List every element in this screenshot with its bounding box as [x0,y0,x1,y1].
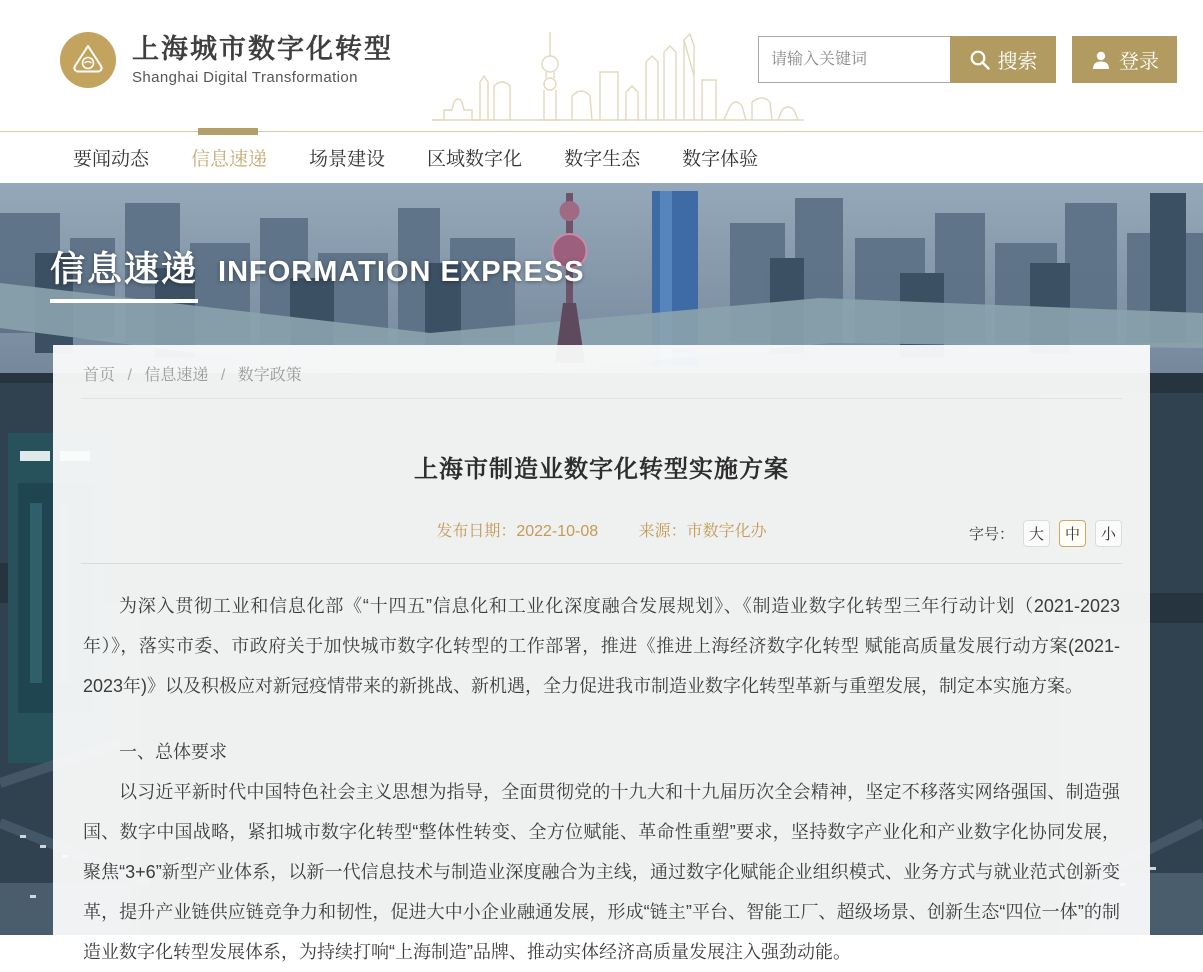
search-button[interactable] [950,36,1056,83]
article-section-heading: 一、总体要求 [119,742,227,762]
font-size-label: 字号： [968,526,1014,543]
breadcrumb-current: 数字政策 [237,367,302,384]
nav-item-xinxisudi[interactable]: 信息速递 [191,149,268,170]
font-size-widget [969,520,1122,547]
active-tab-marker [198,128,258,135]
logo-emblem-icon [60,32,116,88]
login-button-label: 登录 [1119,51,1159,73]
site-subtitle: Shanghai Digital Transformation [132,69,358,86]
site-title: 上海城市数字化转型 [132,34,393,64]
article-body [53,564,1150,972]
banner-heading [50,242,585,303]
article-paragraph: 为深入贯彻工业和信息化部《“十四五”信息化和工业化深度融合发展规划》、《制造业数字化转型三年行动计划（2021-2023年）》，落实市委、市政府关于加快城市数字化转型的工作部署，推进《推进上海经济数字化转型 赋能高质量发展行动方案(2021-2023年)》以及积极应对新冠疫情带来的新挑战、新机遇，全力促进我市制造业数字化转型革新与重塑发展，制定本实施方案。 [83,596,1120,696]
article-source: 来源：市数字化办 [638,523,767,540]
font-size-small-button[interactable]: 小 [1095,520,1122,547]
nav-item-quyushuzihua[interactable]: 区域数字化 [427,149,523,170]
banner-title-cn: 信息速递 [50,242,198,303]
article-title: 上海市制造业数字化转型实施方案 [414,456,789,483]
nav-item-shuzitiyan[interactable]: 数字体验 [682,149,759,170]
nav-item-changjingjianshe[interactable]: 场景建设 [309,149,386,170]
login-button[interactable] [1072,36,1177,83]
search-input[interactable] [759,37,950,82]
nav-item-yaowendongtai[interactable]: 要闻动态 [73,149,150,170]
nav-item-shuzishengtai[interactable]: 数字生态 [564,149,641,170]
breadcrumb-home[interactable]: 首页 [83,367,116,384]
content-card [53,345,1150,962]
banner-title-en: INFORMATION EXPRESS [218,256,585,288]
article-paragraph: 以习近平新时代中国特色社会主义思想为指导，全面贯彻党的十九大和十九届历次全会精神，坚定不移落实网络强国、制造强国、数字中国战略，紧扣城市数字化转型“整体性转变、全方位赋能、革命性重塑”要求，坚持数字产业化和产业数字化协同发展，聚焦“3+6”新型产业体系，以新一代信息技术与制造业深度融合为主线，通过数字化赋能企业组织模式、业务方式与就业范式创新变革，提升产业链供应链竞争力和韧性，促进大中小企业融通发展，形成“链主”平台、智能工厂、超级场景、创新生态“四位一体”的制造业数字化转型发展体系，为持续打响“上海制造”品牌、推动实体经济高质量发展注入强劲动能。 [83,782,1120,962]
breadcrumb [81,345,1122,399]
breadcrumb-separator: / [127,367,132,384]
site-header [0,0,1203,131]
publish-date: 发布日期：2022-10-08 [436,523,599,540]
main-nav [0,131,1203,183]
site-logo[interactable] [60,32,393,88]
search-icon [969,49,991,71]
user-icon [1090,49,1112,71]
search-box [758,36,951,83]
breadcrumb-section[interactable]: 信息速递 [144,367,209,384]
breadcrumb-separator: / [220,367,226,384]
font-size-medium-button[interactable]: 中 [1059,520,1086,547]
font-size-large-button[interactable]: 大 [1023,520,1050,547]
search-button-label: 搜索 [997,51,1038,73]
skyline-sketch-decoration [432,26,804,124]
